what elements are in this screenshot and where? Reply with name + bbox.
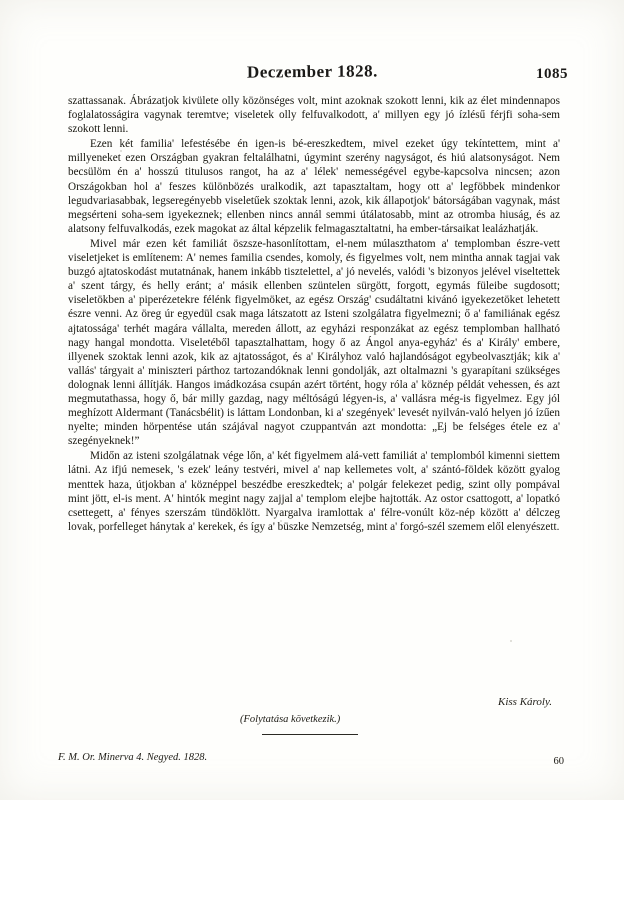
paragraph: szattassanak. Ábrázatjok kivülete olly közönséges volt, mint azoknak szokott lenni, kik az élet mindennapos foglalatosságira vagynak teremtve; viseletek olly felfuvalkodott, a' millyen egy jó ízlésű férjfi soha-sem szokott lenni. xyxy=(68,95,560,136)
paragraph: Midőn az isteni szolgálatnak vége lőn, a' két figyelmem alá-vett familiát a' templomból kimenni siettem látni. Az ifjú nemesek, 's ezek' leány testvéri, mivel a' nap kellemetes volt, a' szántó-földek között gyalog menttek haza, útjokban a' köznéppel beszédbe ereszkedtek; a' polgár felekezet pedig, szint olly pompával mint jött, el-is ment. A' hintók megint nagy zajjal a' templom elejbe hajtották. Az ostor csattogott, a' lopatkó csettegett, a' fényes szerszám tündöklött. Nyargalva iramlottak a' félre-vonúlt köz-nép között a' délczeg lovak, porfelleget hánytak a' kerekek, és így a' büszke Nemzetség, mint a' forgó-szél szemem elől elenyészett. xyxy=(68,450,560,533)
footer-journal-info: F. M. Or. Minerva 4. Negyed. 1828. xyxy=(58,752,208,763)
author-signature: Kiss Károly. xyxy=(498,696,552,708)
page-header xyxy=(0,62,624,82)
paragraph: Mivel már ezen két familiát öszsze-hasonlítottam, el-nem múlaszthatom a' templomban észre-vett viseletjeket is említenem: A' nemes familia csendes, komoly, és figyelmes volt, nem mintha annak tagjai vak buzgó ajtatoskodást mutatnának, hanem inkább tisztelettel, a' jó nevelés, valódi 's bizonyos jelével viseltettek a' szent tárgy, és helly eránt; a' másik ellenben szüntelen sürgött, forgott, egymás füleibe sugdosott; viseletökben a' piperézetekre félénk figyelmöket, az egész Ország' csudáltatni kivánó igyekezetöket lehetett észre venni. Az öreg úr egyedül csak maga látszatott az Isteni szolgálatra figyelmezni; ő a' familiának egész ajtatossága' terhét magára vállalta, mereden állott, az egyházi responzákat az egész templomban hallható nagy hangal mondotta. Viseletéből tapasztalhattam, hogy ő az Ángol anya-egyház' és a' Király' embere, illyenek szoktak lenni azok, kik az ajtatosságot, és a' Királyhoz való hajlandóságot egybeolvasztják; kik a' vallás' tárgyait a' miniszteri párthoz tartozandóknak lenni gondolják, azt oltalmazni 's gyarapítani szükséges dolognak lenni állítják. Hangos imádkozása csupán azért történt, hogy róla a' köznép példát vehessen, és azt megmutathassa, hogy ő, bár milly gazdag, nagy méltóságú légyen-is, a' vallásra még-is figyelmez. Egy jól meghízott Aldermant (Tanácsbélit) is láttam Londonban, ki a' szegények' levesét nyilván-való helyen jó ízűen nyelte; minden hörpentése után szájával nagyot czuppantván azt mondotta: „Ej be felséges étele ez a' szegényeknek!” xyxy=(68,237,560,448)
page-number: 1085 xyxy=(536,66,568,82)
issue-date-heading: Deczember 1828. xyxy=(246,61,378,82)
scan-speckle xyxy=(510,640,512,642)
paragraph: Ezen két familia' lefestésébe én igen-is bé-ereszkedtem, mivel ezeket úgy tekíntettem, mint a' millyeneket ezen Országban gyakran feltalálhatni, úgymint szerény nagyságot, és hiú alatsonyságot. Nem becsülöm én a' hosszú titulusos rangot, ha az a' lélek' nemességével egybe-kapcsolva nincsen; azon Országokban hol a' feszes különbözés uralkodik, azt tapasztaltam, hogy ott a' legföbbek mindenkor legudvariasabbak, legseregényebb viseletűek szoktak lenni, azok, kik állapotjok' bátorságában vagynak, mást megsérteni soha-sem igyekeznek; ellenben nincs annál semmi útálatosabb, mint az otromba hiuság, és az alatsony felfuvalkodás, ezek magokat az által képzelik felmagasztaltatni, ha ember-társaikat lealázhatják. xyxy=(68,138,560,235)
article-body xyxy=(68,94,560,534)
page-margin-blank xyxy=(0,800,624,900)
horizontal-divider xyxy=(262,734,358,735)
footer-signature-number: 60 xyxy=(553,756,564,767)
continuation-note: (Folytatása következik.) xyxy=(240,714,341,725)
